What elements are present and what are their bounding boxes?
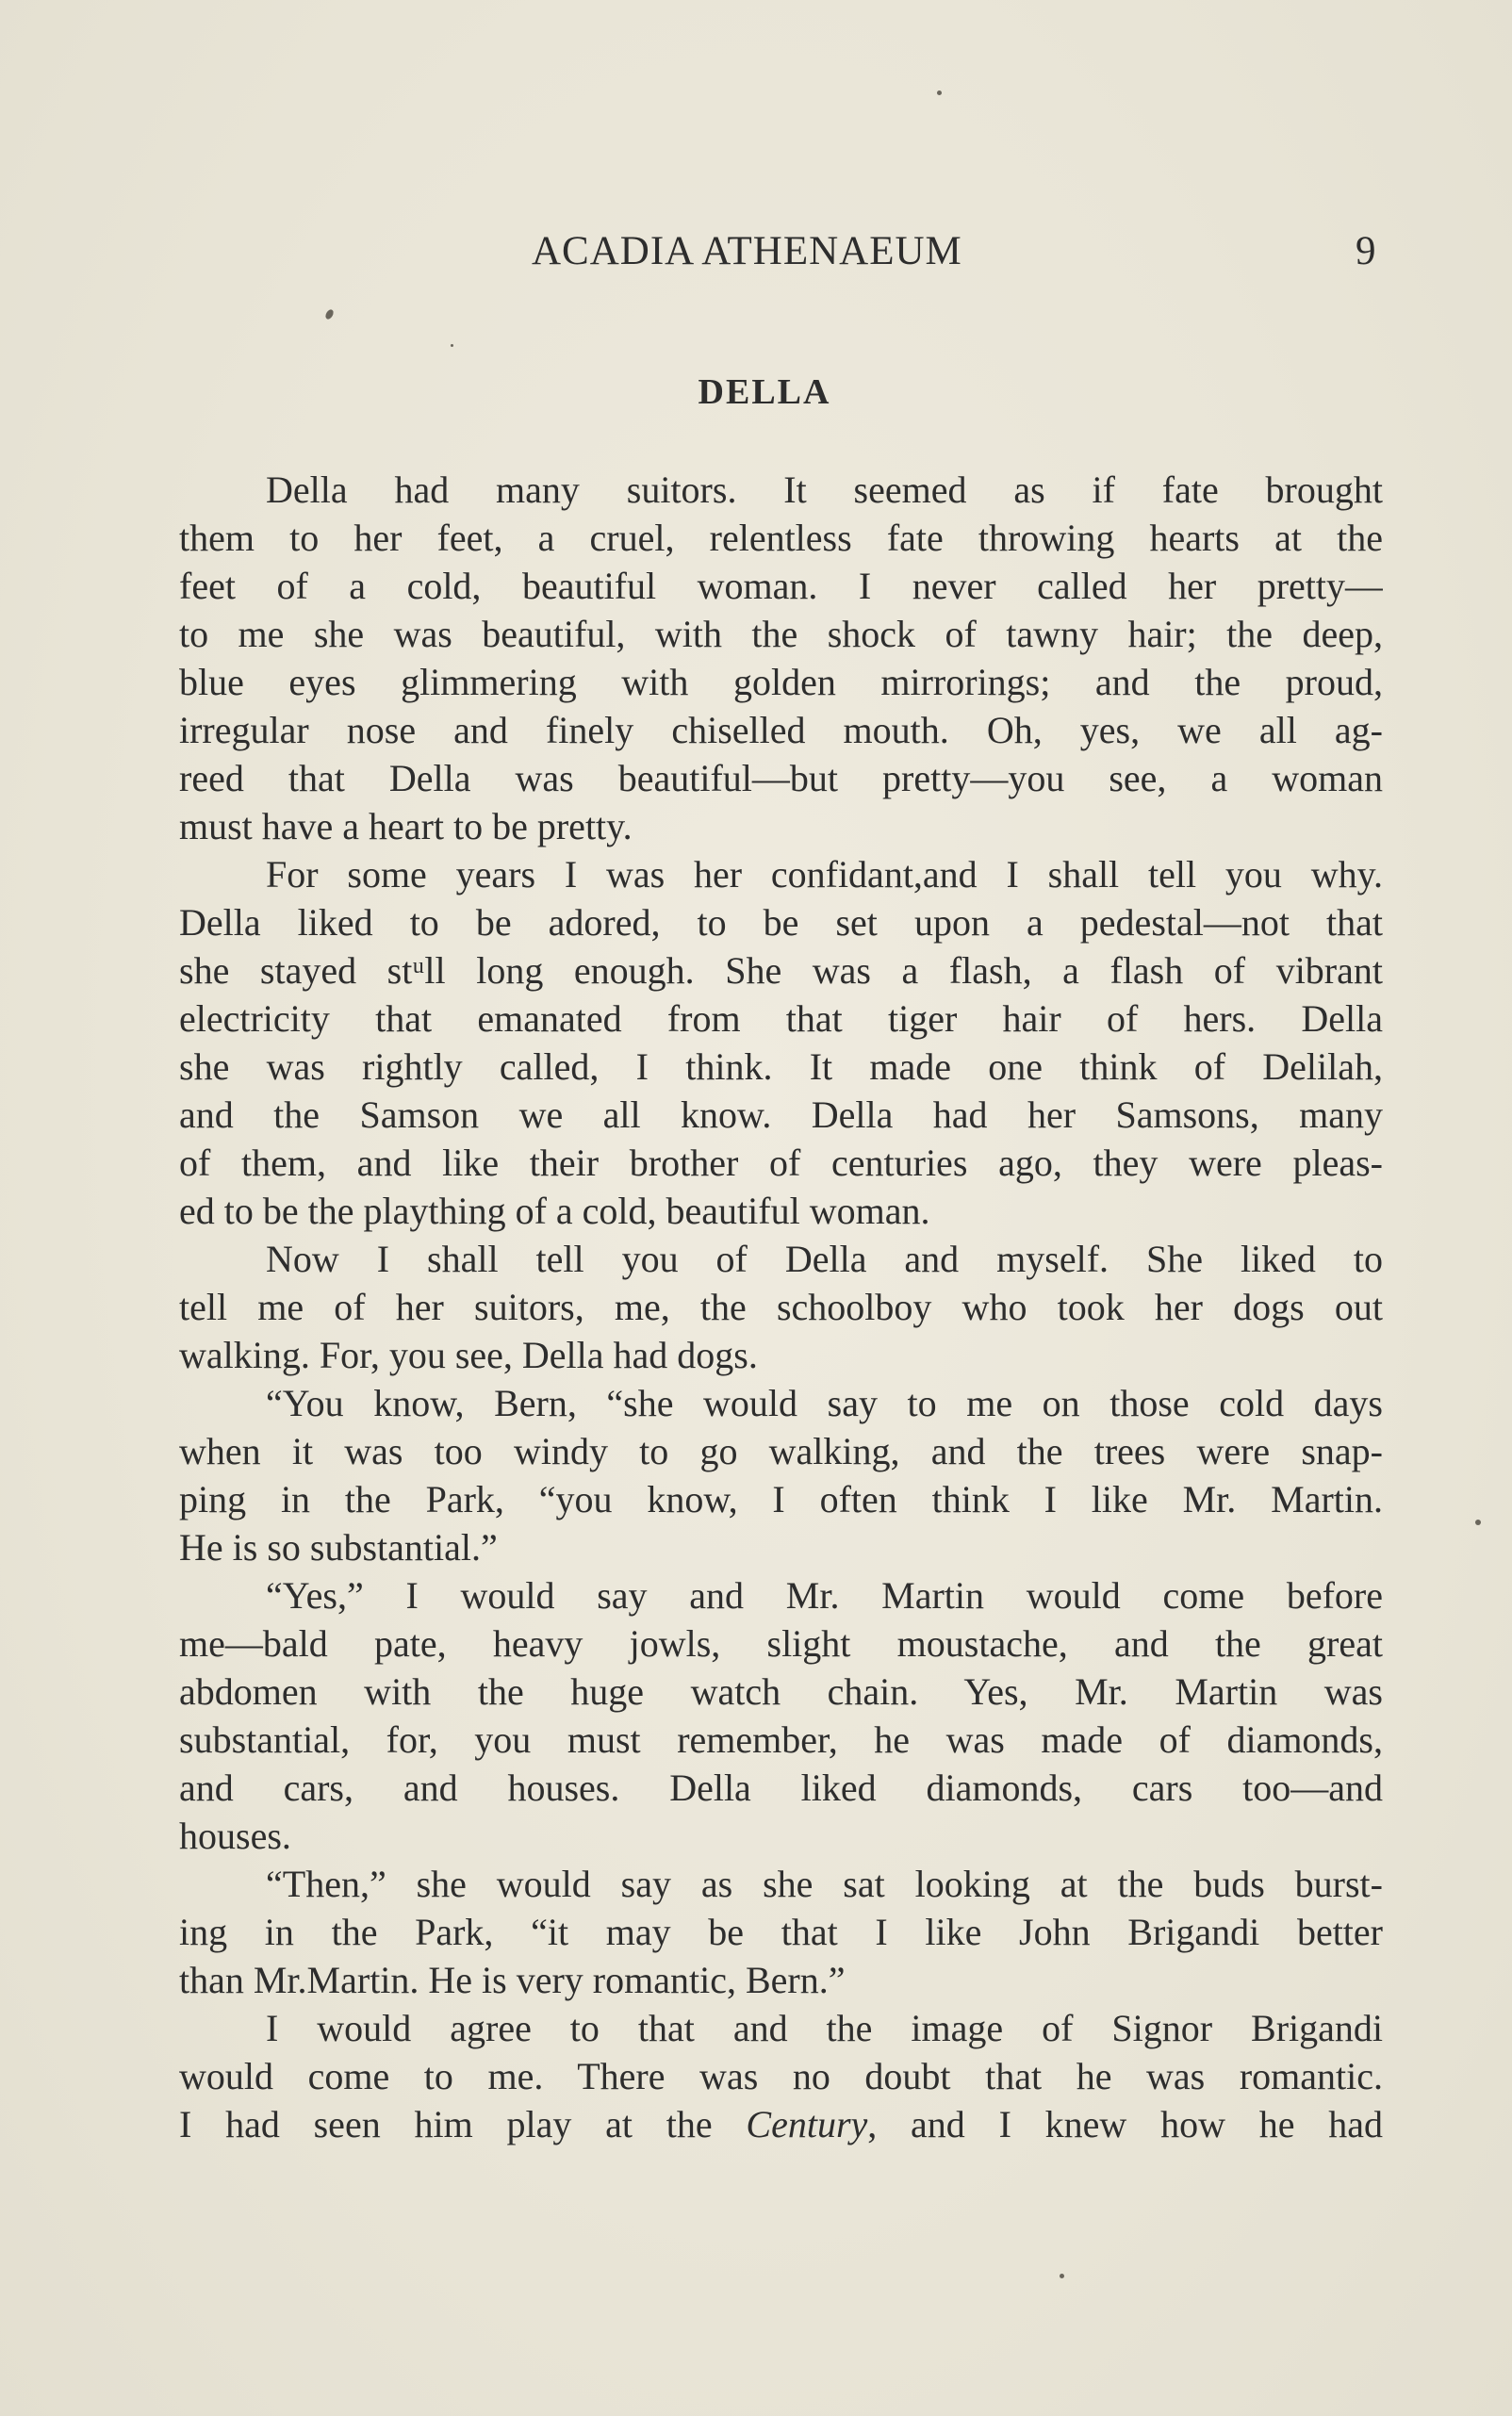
- story-body: [179, 466, 1383, 2148]
- text-line: Della liked to be adored, to be set upon a pedestal—not that: [179, 901, 1383, 944]
- text-line: and the Samson we all know. Della had her Samsons, many: [179, 1093, 1383, 1136]
- text-line: tell me of her suitors, me, the schoolboy who took her dogs out: [179, 1286, 1383, 1328]
- text-line: “You know, Bern, “she would say to me on those cold days: [266, 1382, 1383, 1424]
- story-title: DELLA: [698, 372, 831, 412]
- text-line: she was rightly called, I think. It made one think of Delilah,: [179, 1045, 1383, 1088]
- text-line: electricity that emanated from that tiger hair of hers. Della: [179, 997, 1383, 1040]
- text-line: must have a heart to be pretty.: [179, 805, 633, 847]
- ink-speck: [937, 90, 942, 95]
- text-line: irregular nose and finely chiselled mouth. Oh, yes, we all ag-: [179, 709, 1383, 751]
- ink-speck: [1060, 2274, 1064, 2278]
- text-line: feet of a cold, beautiful woman. I never called her pretty—: [179, 565, 1383, 607]
- text-line: “Then,” she would say as she sat looking at the buds burst-: [266, 1863, 1383, 1905]
- ink-speck: [1475, 1520, 1481, 1525]
- text-line: ping in the Park, “you know, I often think I like Mr. Martin.: [179, 1478, 1383, 1520]
- text-line: Della had many suitors. It seemed as if fate brought: [266, 468, 1383, 511]
- text-line: reed that Della was beautiful—but pretty—you see, a woman: [179, 757, 1383, 799]
- text-line: when it was too windy to go walking, and the trees were snap-: [179, 1430, 1383, 1472]
- running-title: ACADIA ATHENAEUM: [532, 229, 962, 273]
- text-line: substantial, for, you must remember, he was made of diamonds,: [179, 1718, 1383, 1761]
- text-line: to me she was beautiful, with the shock of tawny hair; the deep,: [179, 613, 1383, 655]
- text-line: ing in the Park, “it may be that I like John Brigandi better: [179, 1911, 1383, 1953]
- text-line: would come to me. There was no doubt that he was romantic.: [179, 2055, 1383, 2097]
- text-line: me—bald pate, heavy jowls, slight moustache, and the great: [179, 1622, 1383, 1665]
- running-header: [0, 219, 1512, 285]
- text-line: For some years I was her confidant,and I shall tell you why.: [266, 853, 1383, 896]
- page-number: 9: [1356, 229, 1376, 273]
- text-line: walking. For, you see, Della had dogs.: [179, 1334, 758, 1376]
- text-line: He is so substantial.”: [179, 1526, 498, 1569]
- text-line: abdomen with the huge watch chain. Yes, Mr. Martin was: [179, 1670, 1383, 1713]
- text-line: than Mr.Martin. He is very romantic, Bern.”: [179, 1959, 846, 2001]
- text-line: I had seen him play at the Century, and I knew how he had: [179, 2103, 1383, 2145]
- text-line: “Yes,” I would say and Mr. Martin would come before: [266, 1574, 1383, 1617]
- ink-speck: [451, 344, 453, 347]
- ink-speck: [324, 308, 336, 320]
- text-line: of them, and like their brother of centuries ago, they were pleas-: [179, 1142, 1383, 1184]
- text-line: Now I shall tell you of Della and myself. She liked to: [266, 1238, 1383, 1280]
- text-line: ed to be the plaything of a cold, beautiful woman.: [179, 1190, 930, 1232]
- text-line: them to her feet, a cruel, relentless fate throwing hearts at the: [179, 517, 1383, 559]
- text-line: I would agree to that and the image of Signor Brigandi: [266, 2007, 1383, 2049]
- text-line: she stayed stᵘll long enough. She was a flash, a flash of vibrant: [179, 949, 1383, 992]
- text-line: blue eyes glimmering with golden mirrorings; and the proud,: [179, 661, 1383, 703]
- text-line: houses.: [179, 1815, 291, 1857]
- text-line: and cars, and houses. Della liked diamonds, cars too—and: [179, 1767, 1383, 1809]
